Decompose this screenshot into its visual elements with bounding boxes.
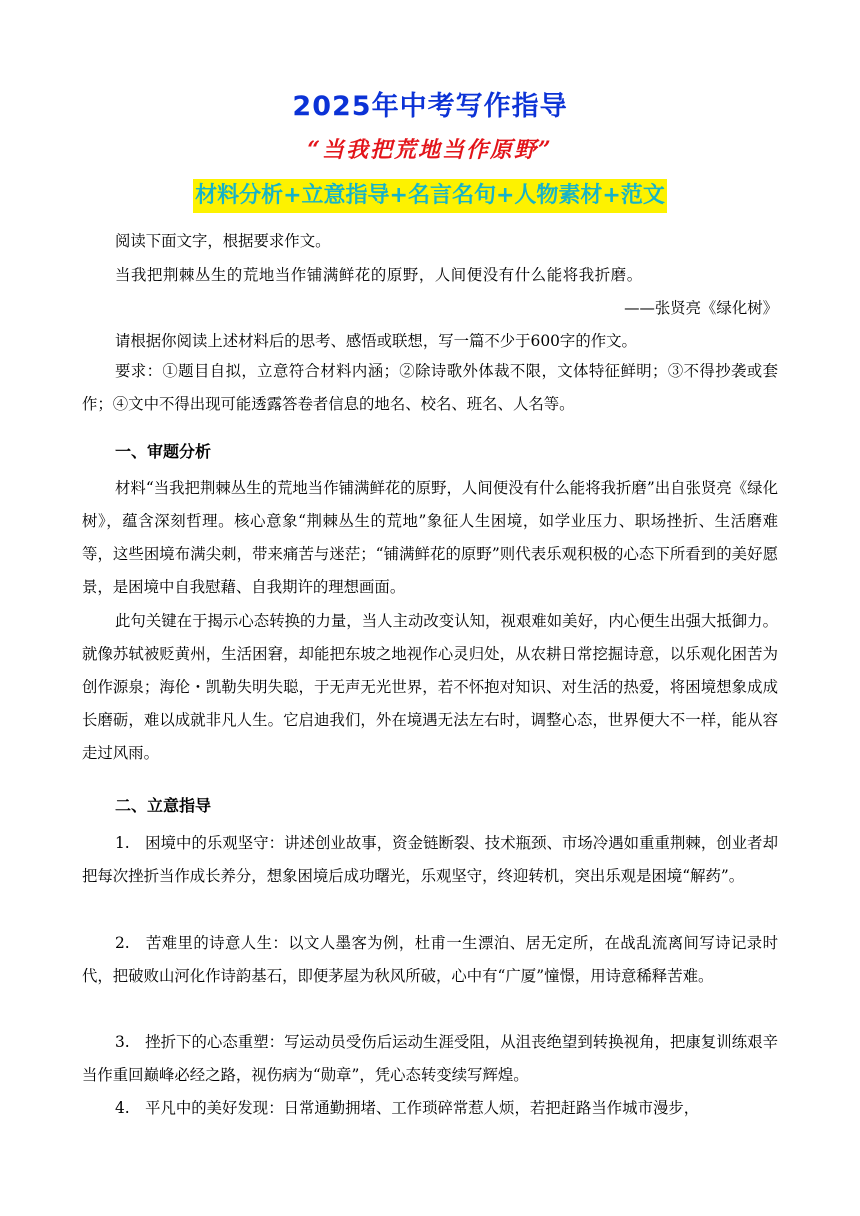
section2-heading: 二、立意指导 — [115, 796, 212, 815]
highlight-banner — [0, 179, 860, 213]
prompt-attribution: ——张贤亮《绿化树》 — [624, 299, 778, 317]
list-item: 1. 困境中的乐观坚守：讲述创业故事，资金链断裂、技术瓶颈、市场冷遇如重重荆棘，创业者却把每次挫折当作成长养分，想象困境后成功曙光，乐观坚守，终迎转机，突出乐观是困境“解药”。 — [82, 834, 778, 885]
list-item: 4. 平凡中的美好发现：日常通勤拥堵、工作琐碎常惹人烦，若把赶路当作城市漫步， — [115, 1099, 700, 1117]
list-item: 3. 挫折下的心态重塑：写运动员受伤后运动生涯受阻，从沮丧绝望到转换视角，把康复训练艰辛当作重回巅峰必经之路，视伤病为“勋章”，凭心态转变续写辉煌。 — [82, 1033, 778, 1084]
section1-paragraph-2: 此句关键在于揭示心态转换的力量，当人主动改变认知，视艰难如美好，内心便生出强大抵御力。就像苏轼被贬黄州，生活困窘，却能把东坡之地视作心灵归处，从农耕日常挖掘诗意，以乐观化困苦为创作源泉；海伦・凯勒失明失聪，于无声无光世界，若不怀抱对知识、对生活的热爱，将困境想象成成长磨砺，难以成就非凡人生。它启迪我们，外在境遇无法左右时，调整心态，世界便大不一样，能从容走过风雨。 — [82, 612, 778, 762]
page-title: 2025年中考写作指导 — [292, 91, 568, 122]
page-subtitle: “当我把荒地当作原野” — [307, 137, 553, 163]
highlight-text: 材料分析+立意指导+名言名句+人物素材+范文 — [193, 179, 667, 213]
section1-paragraph-1: 材料“当我把荆棘丛生的荒地当作铺满鲜花的原野，人间便没有什么能将我折磨”出自张贤亮《绿化树》，蕴含深刻哲理。核心意象“荆棘丛生的荒地”象征人生困境，如学业压力、职场挫折、生活磨难等，这些困境布满尖刺，带来痛苦与迷茫；“铺满鲜花的原野”则代表乐观积极的心态下所看到的美好愿景，是困境中自我慰藉、自我期许的理想画面。 — [82, 479, 778, 596]
section1-heading: 一、审题分析 — [115, 442, 212, 461]
prompt-task: 请根据你阅读上述材料后的思考、感悟或联想，写一篇不少于600字的作文。 — [115, 332, 637, 350]
prompt-requirements: 要求：①题目自拟，立意符合材料内涵；②除诗歌外体裁不限，文体特征鲜明；③不得抄袭或套作；④文中不得出现可能透露答卷者信息的地名、校名、班名、人名等。 — [82, 362, 778, 413]
prompt-intro: 阅读下面文字，根据要求作文。 — [115, 232, 331, 250]
list-item: 2. 苦难里的诗意人生：以文人墨客为例，杜甫一生漂泊、居无定所，在战乱流离间写诗记录时代，把破败山河化作诗韵基石，即便茅屋为秋风所破，心中有“广厦”憧憬，用诗意稀释苦难。 — [82, 934, 778, 985]
prompt-quote: 当我把荆棘丛生的荒地当作铺满鲜花的原野，人间便没有什么能将我折磨。 — [115, 266, 643, 284]
